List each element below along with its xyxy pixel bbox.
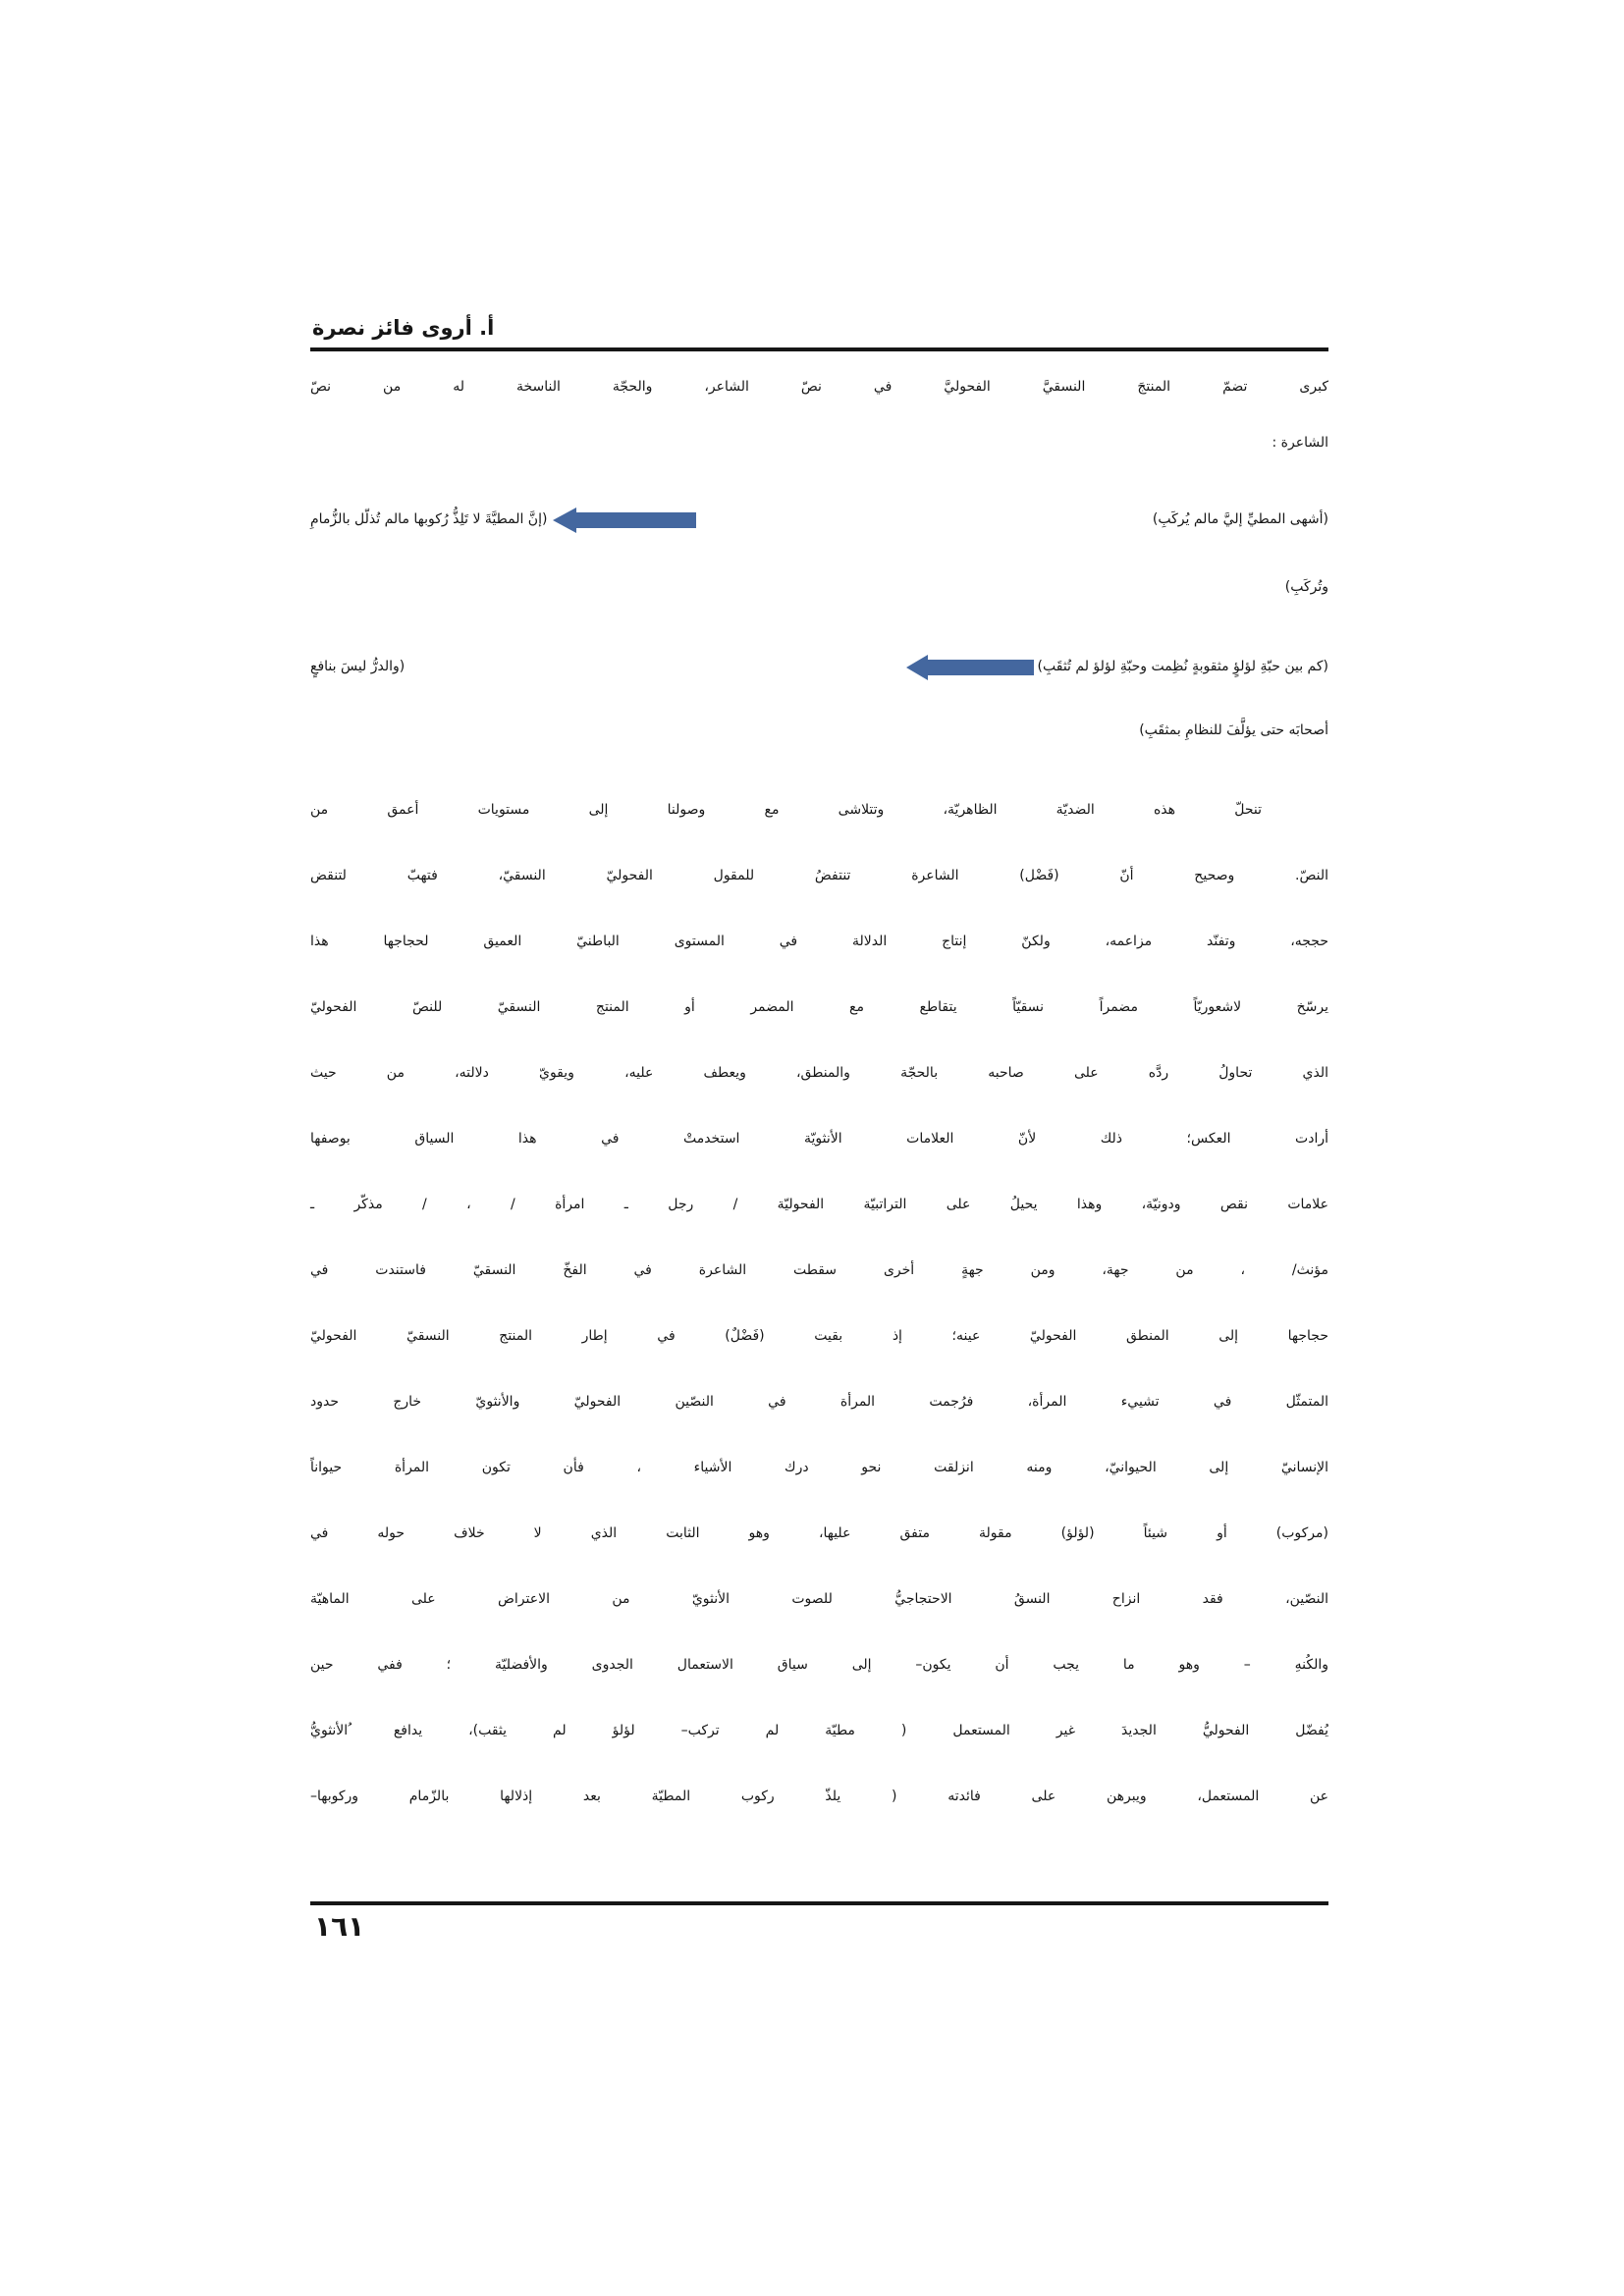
paragraph-line: تنحلّ هذه الضديّة الظاهريّة، وتتلاشى مع وصولنا إلى مستويات أعمق من [310, 802, 1262, 818]
arrow-shape [553, 507, 696, 533]
paragraph-line: حجاجها إلى المنطق الفحوليّ عينه؛ إذ بقيت (فَضْلٌ) في إطار المنتج النسقيّ الفحوليّ [310, 1328, 1328, 1344]
arrow-graphic [553, 507, 696, 533]
verse-quote-first: (كم بين حبّةِ لؤلؤٍ مثقوبةٍ نُظِمت وحبّةِ لؤلؤ لم تُثقَبِ) [1037, 659, 1328, 674]
verse-row [310, 634, 1328, 700]
page-number: ١٦١ [314, 1910, 365, 1943]
paragraph-line: الذي تحاولُ ردَّه على صاحبه بالحجّة والمنطق، ويعطف عليه، ويقويّ دلالته، من حيث [310, 1065, 1328, 1081]
header-rule [310, 347, 1328, 351]
verse-continuation: أصحابَه حتى يؤلَّفَ للنظامِ بمثقَبِ) [1139, 722, 1328, 738]
verse-quote-second: (إنَّ المطيَّةَ لا تَلِذُّ رُكوبها مالم تُذلّل بالزُّمامِ [310, 511, 548, 527]
paragraph-line: عن المستعمل، ويبرهن على فائدته ( يلذّ ركوب المطيّة بعد إذلالها بالزّمام وركوبها– [310, 1789, 1328, 1804]
paragraph-line: (مركوب) أو شيئاً (لؤلؤ) مقولة متفق عليها، وهو الثابت الذي لا خلاف حوله في [310, 1525, 1328, 1541]
paragraph-line: يرسّخ لاشعوريّاً مضمراً نسقيّاً يتقاطع مع المضمر أو المنتج النسقيّ للنصّ الفحوليّ [310, 999, 1328, 1015]
verse-quote-first: (أشهى المطيِّ إليَّ مالم يُركَبِ) [1152, 511, 1328, 527]
paragraph-line: حججه، وتفنّد مزاعمه، ولكنّ إنتاج الدلالة في المستوى الباطنيّ العميق لحجاجها هذا [310, 934, 1328, 949]
text-line: كبرى تضمّ المنتجَ النسقيَّ الفحوليَّ في نصّ الشاعر، والحجّة الناسخة له من نصّ [310, 379, 1328, 395]
paragraph-line: مؤنث/ ، من جهة، ومن جهةٍ أخرى سقطت الشاعرة في الفخّ النسقيّ فاستندت في [310, 1262, 1328, 1278]
paragraph-line: يُفضّل الفحوليُّ الجديدَ غير المستعمل ( مطيّة لم تركب– لؤلؤ لم يثقب)، يدافع ُالأنثويُّ [310, 1723, 1328, 1738]
arrow-left-icon [906, 634, 1034, 700]
text-line: الشاعرة : [1272, 435, 1328, 451]
verse-quote-second: (والدرُّ ليسَ بنافعٍ [310, 659, 406, 674]
arrow-left-icon [553, 487, 696, 553]
verse-continuation: وتُركَبِ) [1284, 579, 1328, 595]
arrow-graphic [906, 655, 1034, 680]
arrow-shape [906, 655, 1034, 680]
footer-rule [310, 1901, 1328, 1905]
paragraph-line: الإنسانيّ إلى الحيوانيّ، ومنه انزلقت نحو درك الأشياء ، فأن تكون المرأة حيواناً [310, 1460, 1328, 1475]
paragraph-line: والكُنهِ – وهو ما يجب أن يكون– إلى سياق الاستعمال الجدوى والأفضليّة ؛ ففي حين [310, 1657, 1328, 1673]
paragraph-line: أرادت العكس؛ ذلك لأنّ العلامات الأنثويّة استخدمتْ في هذا السياق بوصفها [310, 1131, 1328, 1147]
verse-row [310, 487, 1328, 553]
running-head-author: أ. أروى فائز نصرة [312, 316, 495, 340]
paragraph-line: النصّين، فقد انزاح النسقُ الاحتجاجيُّ للصوت الأنثويّ من الاعتراض على الماهيّة [310, 1591, 1328, 1607]
paragraph-line: المتمثّل في تشييء المرأة، فرُجمت المرأة في النصّين الفحوليّ والأنثويّ خارج حدود [310, 1394, 1328, 1410]
paragraph-line: علامات نقص ودونيّة، وهذا يحيلُ على التراتبيّة الفحوليّة / رجل ـ امرأة / ، / مذكّر ـ [310, 1197, 1328, 1212]
paragraph-line: النصّ. وصحيح أنّ (فَضْل) الشاعرة تنتفضُ للمقول الفحوليّ النسقيّ، فتهبّ لتنقض [310, 868, 1328, 883]
